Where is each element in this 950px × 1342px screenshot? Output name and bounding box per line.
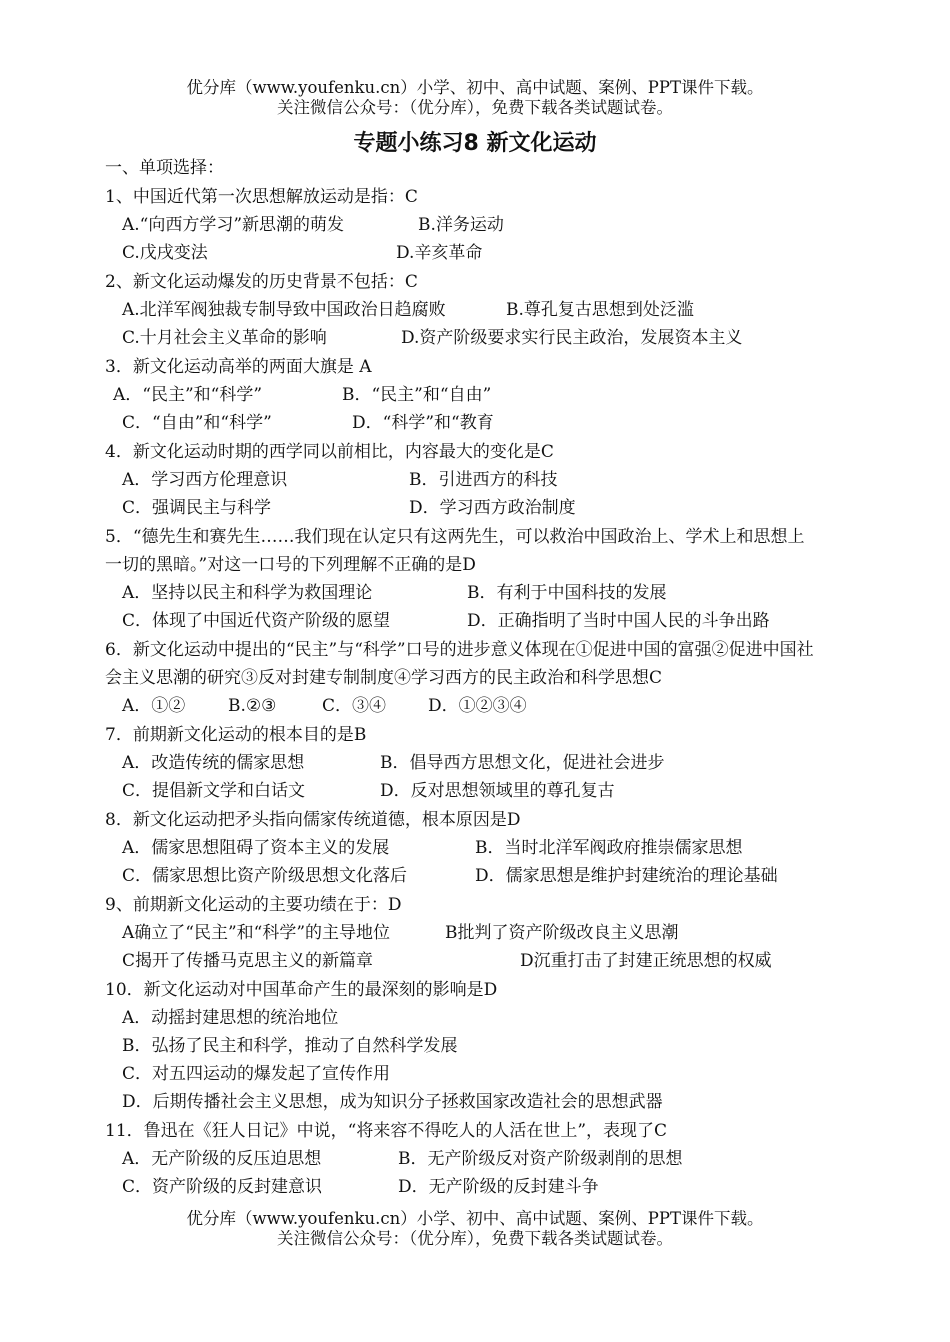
header-line-1: 优分库（www.youfenku.cn）小学、初中、高中试题、案例、PPT课件下载。 (186, 78, 764, 97)
question-11-option-c: C．资产阶级的反封建意识 (122, 1177, 323, 1197)
question-2-option-a: A.北洋军阀独裁专制导致中国政治日趋腐败 (122, 300, 446, 320)
question-3-option-b: B．“民主”和“自由” (342, 385, 492, 405)
question-4-option-a: A．学习西方伦理意识 (122, 470, 288, 490)
header-line-2: 关注微信公众号：（优分库），免费下载各类试题试卷。 (277, 98, 673, 117)
question-4-option-b: B．引进西方的科技 (409, 470, 558, 490)
question-2-option-c: C.十月社会主义革命的影响 (122, 328, 327, 348)
question-8-option-b: B．当时北洋军阀政府推崇儒家思想 (475, 838, 743, 858)
question-3-option-d: D．“科学”和“教育 (352, 413, 494, 433)
question-5-option-a: A．坚持以民主和科学为救国理论 (122, 583, 373, 603)
question-7-stem: 7．前期新文化运动的根本目的是B (105, 725, 367, 745)
question-6-stem-line-1: 6．新文化运动中提出的“民主”与“科学”口号的进步意义体现在①促进中国的富强②促进中国社 (105, 640, 814, 660)
question-10-option-a: A．动摇封建思想的统治地位 (122, 1008, 339, 1028)
question-2-option-d: D.资产阶级要求实行民主政治，发展资本主义 (401, 328, 743, 348)
question-8-stem: 8．新文化运动把矛头指向儒家传统道德，根本原因是D (105, 810, 521, 830)
question-1-option-a: A.“向西方学习”新思潮的萌发 (122, 215, 345, 235)
question-10-stem: 10．新文化运动对中国革命产生的最深刻的影响是D (105, 980, 498, 1000)
question-4-option-c: C．强调民主与科学 (122, 498, 272, 518)
footer-line-1: 优分库（www.youfenku.cn）小学、初中、高中试题、案例、PPT课件下载。 (186, 1209, 764, 1228)
question-1-stem: 1、中国近代第一次思想解放运动是指：C (105, 187, 418, 207)
question-5-option-c: C．体现了中国近代资产阶级的愿望 (122, 611, 391, 631)
question-6-option-d: D．①②③④ (428, 696, 527, 716)
question-11-option-d: D．无产阶级的反封建斗争 (398, 1177, 599, 1197)
question-10-option-b: B．弘扬了民主和科学，推动了自然科学发展 (122, 1036, 458, 1056)
question-9-option-d: D沉重打击了封建正统思想的权威 (520, 951, 772, 971)
question-6-option-b: B.②③ (228, 696, 277, 716)
question-2-option-b: B.尊孔复古思想到处泛滥 (506, 300, 694, 320)
question-6-stem-line-2: 会主义思潮的研究③反对封建专制制度④学习西方的民主政治和科学思想C (105, 668, 663, 688)
question-5-option-d: D．正确指明了当时中国人民的斗争出路 (467, 611, 770, 631)
question-7-option-b: B．倡导西方思想文化，促进社会进步 (380, 753, 665, 773)
question-11-option-b: B．无产阶级反对资产阶级剥削的思想 (398, 1149, 683, 1169)
question-9-option-c: C揭开了传播马克思主义的新篇章 (122, 951, 374, 971)
question-9-stem: 9、前期新文化运动的主要功绩在于：D (105, 895, 402, 915)
question-7-option-c: C．提倡新文学和白话文 (122, 781, 306, 801)
question-3-option-a: A．“民主”和“科学” (113, 385, 263, 405)
question-5-option-b: B．有利于中国科技的发展 (467, 583, 667, 603)
question-7-option-a: A．改造传统的儒家思想 (122, 753, 305, 773)
question-1-option-b: B.洋务运动 (418, 215, 504, 235)
question-6-option-a: A．①② (122, 696, 186, 716)
question-3-stem: 3．新文化运动高举的两面大旗是 A (105, 357, 372, 377)
section-heading: 一、单项选择： (105, 158, 224, 178)
question-7-option-d: D．反对思想领域里的尊孔复古 (380, 781, 615, 801)
question-8-option-d: D．儒家思想是维护封建统治的理论基础 (475, 866, 778, 886)
page-title: 专题小练习8 新文化运动 (353, 131, 597, 156)
question-5-stem-line-1: 5．“德先生和赛先生……我们现在认定只有这两先生，可以救治中国政治上、学术上和思想上 (105, 527, 805, 547)
question-8-option-a: A．儒家思想阻碍了资本主义的发展 (122, 838, 390, 858)
question-3-option-c: C．“自由”和“科学” (122, 413, 272, 433)
question-4-option-d: D．学习西方政治制度 (409, 498, 576, 518)
question-4-stem: 4．新文化运动时期的西学同以前相比，内容最大的变化是C (105, 442, 554, 462)
question-10-option-c: C．对五四运动的爆发起了宣传作用 (122, 1064, 391, 1084)
question-8-option-c: C．儒家思想比资产阶级思想文化落后 (122, 866, 408, 886)
question-6-option-c: C．③④ (322, 696, 387, 716)
footer-line-2: 关注微信公众号：（优分库），免费下载各类试题试卷。 (277, 1229, 673, 1248)
question-9-option-a: A确立了“民主”和“科学”的主导地位 (122, 923, 391, 943)
question-5-stem-line-2: 一切的黑暗。”对这一口号的下列理解不正确的是D (105, 555, 476, 575)
question-9-option-b: B批判了资产阶级改良主义思潮 (445, 923, 679, 943)
question-1-option-c: C.戊戌变法 (122, 243, 208, 263)
question-10-option-d: D．后期传播社会主义思想，成为知识分子拯救国家改造社会的思想武器 (122, 1092, 663, 1112)
question-11-stem: 11．鲁迅在《狂人日记》中说，“将来容不得吃人的人活在世上”，表现了C (105, 1121, 668, 1141)
question-11-option-a: A．无产阶级的反压迫思想 (122, 1149, 322, 1169)
question-1-option-d: D.辛亥革命 (396, 243, 483, 263)
question-2-stem: 2、新文化运动爆发的历史背景不包括：C (105, 272, 418, 292)
